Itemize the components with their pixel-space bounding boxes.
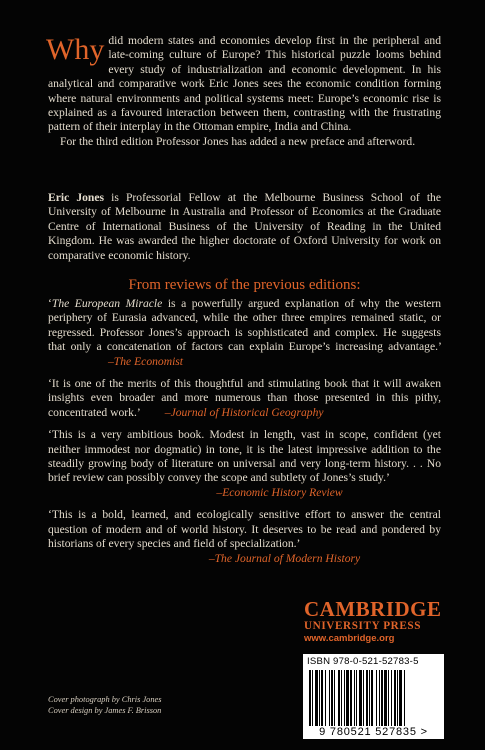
review-text: ‘It is one of the merits of this thoughtful and stimulating book that it will awaken insights even broader and more numerous than those presented in this pithy, concentrated work.’ bbox=[48, 377, 441, 419]
barcode bbox=[303, 654, 444, 739]
reviews-heading: From reviews of the previous editions: bbox=[128, 277, 361, 293]
review-item: ‘The European Miracle is a powerfully argued explanation of why the western periphery of Eurasia advanced, while the other three empires remained static, or regressed. Professor Jones’s approach is sophisticated and complex. He suggests that only a concatenation of factors can explain Europe’s increasing advantage.’ –The Economist bbox=[48, 297, 441, 368]
blurb bbox=[48, 34, 441, 149]
review-text: ‘This is a bold, learned, and ecologically sensitive effort to answer the central question of modern and of world history. It deserves to be read and pondered by historians of every species and field of specialization.’ bbox=[48, 508, 441, 551]
publisher-subtitle: UNIVERSITY PRESS bbox=[304, 620, 422, 632]
blurb-paragraph-1 bbox=[48, 34, 441, 135]
author-bio bbox=[48, 191, 441, 263]
review-source: –The Journal of Modern History bbox=[208, 551, 361, 565]
book-title: The European Miracle bbox=[51, 297, 163, 310]
review-source: –The Economist bbox=[108, 354, 184, 368]
publisher-logo bbox=[304, 598, 444, 645]
drop-word: Why bbox=[46, 33, 105, 66]
review-text: ‘This is a very ambitious book. Modest in length, vast in scope, confident (yet neither immodest nor dogmatic) in tone, it is the latest impressive addition to the steadily growing body of literature on universal and very long-term history. . . No brief review can possibly convey the scope and subtlety of Jones’s study.’ bbox=[48, 428, 441, 485]
barcode-bars bbox=[309, 670, 438, 726]
review-item bbox=[48, 508, 441, 566]
blurb-paragraph-2: For the third edition Professor Jones has added a new preface and afterword. bbox=[60, 134, 416, 148]
review-item bbox=[48, 428, 441, 500]
review-source: –Journal of Historical Geography bbox=[164, 405, 324, 419]
publisher-name: CAMBRIDGE bbox=[304, 597, 442, 621]
photo-credit: Cover photograph by Chris Jones bbox=[48, 695, 162, 704]
review-source: –Economic History Review bbox=[216, 485, 343, 499]
cover-credits bbox=[48, 694, 162, 716]
publisher-url: www.cambridge.org bbox=[304, 633, 395, 644]
isbn-label: ISBN 978-0-521-52783-5 bbox=[307, 656, 419, 667]
design-credit: Cover design by James F. Brisson bbox=[48, 706, 162, 715]
blurb-text: did modern states and economies develop first in the peripheral and late-coming culture of Europe? This historical puzzle looms behind every study of industrialization and economic development. In his analytical and comparative work Eric Jones sees the economic condition forming where natural environments and political systems meet: Europe’s economic rise is explained as a favoured interaction between them, contrasting with the frustrating pattern of their interplay in the Ottoman empire, India and China. bbox=[48, 34, 441, 134]
author-bio-text: is Professorial Fellow at the Melbourne Business School of the University of Melbourne in Australia and Professor of Economics at the Graduate Centre of International Business of the University of Reading in the United Kingdom. He was awarded the higher doctorate of Oxford University for work on comparative economic history. bbox=[48, 191, 441, 262]
barcode-digits: 9 780521 527835 > bbox=[319, 726, 428, 738]
review-text: is a powerfully argued explanation of why the western periphery of Eurasia advanced, while the other three empires remained static, or regressed. Professor Jones’s approach is sophisticated and complex. He suggests that only a concatenation of factors can explain Europe’s increasing advantage.’ bbox=[48, 297, 441, 354]
review-item bbox=[48, 377, 441, 420]
author-name: Eric Jones bbox=[48, 191, 105, 204]
reviews-list bbox=[48, 297, 441, 574]
